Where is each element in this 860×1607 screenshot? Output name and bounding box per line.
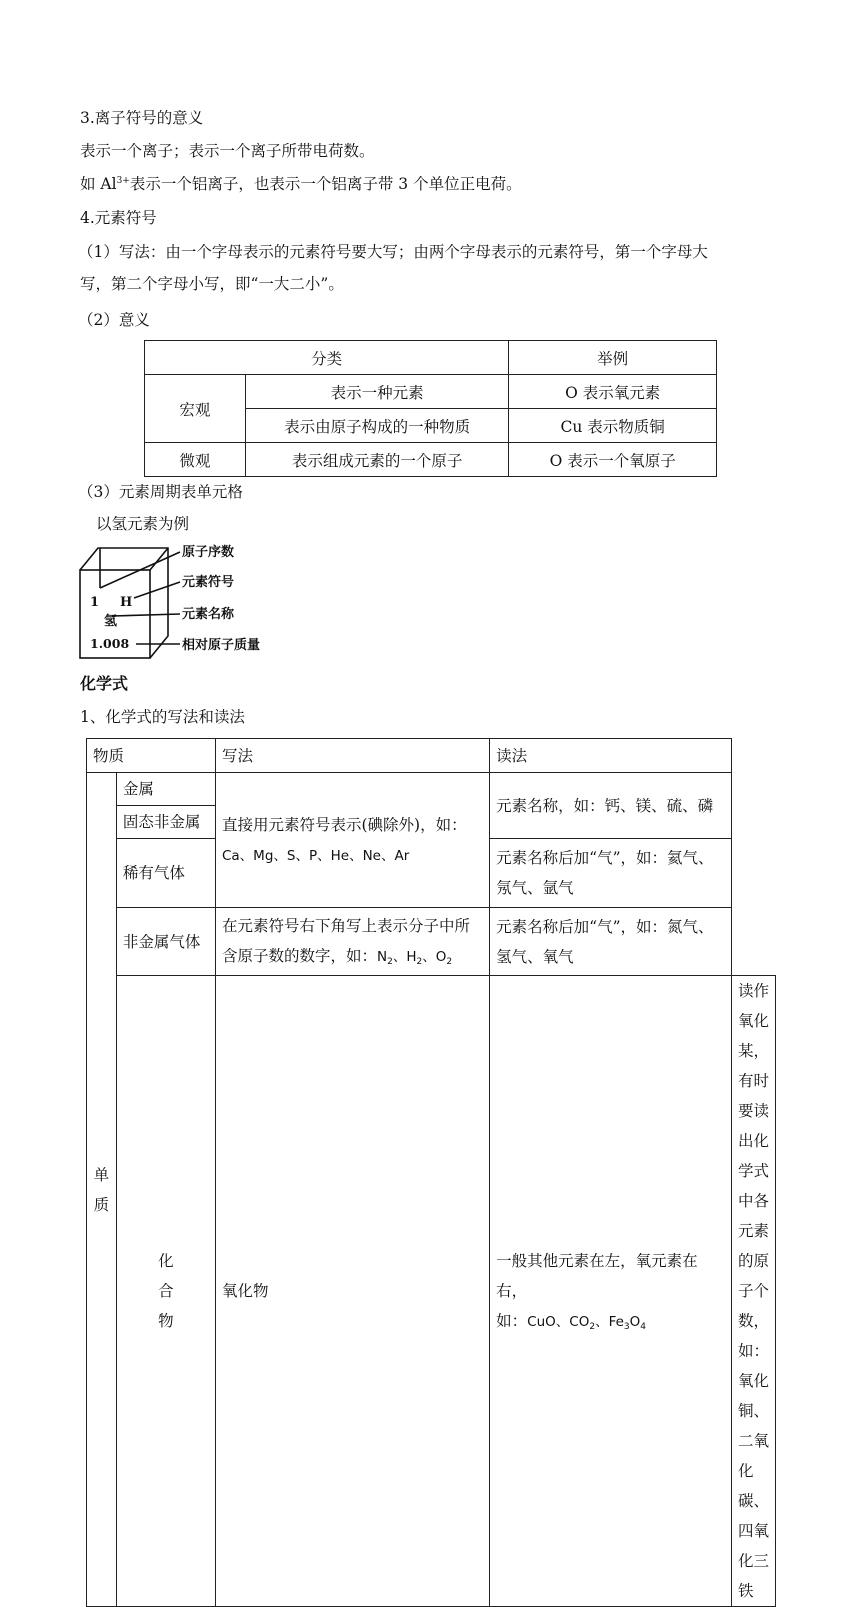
type-oxide: 氧化物: [215, 976, 489, 1607]
element-name: 氢: [104, 614, 118, 629]
type-metal: 金属: [116, 773, 215, 806]
item1-line2: 写，第二个字母小写，即“一大二小”。: [80, 275, 344, 293]
section3-line2: [80, 174, 522, 194]
table-cell: 表示组成元素的一个原子: [245, 443, 509, 477]
item1-line1: （1）写法：由一个字母表示的元素符号要大写；由两个字母表示的元素符号，第一个字母大: [78, 243, 708, 261]
write-direct: 直接用元素符号表示(碘除外)，如： Ca、Mg、S、P、He、Ne、Ar: [215, 773, 489, 908]
atomic-number: 1: [90, 595, 100, 610]
header-substance: 物质: [87, 739, 216, 773]
micro-cell: 微观: [145, 443, 246, 477]
label-element-symbol: 元素符号: [182, 575, 235, 590]
write-oxide: 一般其他元素在左，氧元素在右， 如：CuO、$CO_2$、$Fe_3O_4$: [490, 976, 732, 1607]
label-element-name: 元素名称: [182, 607, 235, 622]
table-cell: 表示由原子构成的一种物质: [245, 409, 509, 443]
element-symbol: H: [120, 595, 133, 610]
ion-charge: 3+: [116, 176, 130, 186]
read-noble: 元素名称后加“气”，如：氦气、 氖气、氩气: [490, 839, 732, 908]
table-cell: O 表示氧元素: [509, 375, 717, 409]
header-category: 分类: [145, 341, 509, 375]
label-atomic-number: 原子序数: [182, 545, 235, 560]
atomic-mass: 1.008: [90, 636, 130, 651]
example-label: 以氢元素为例: [96, 515, 190, 533]
formula-table: [86, 738, 776, 1607]
header-reading: 读法: [490, 739, 732, 773]
table-cell: 表示一种元素: [245, 375, 509, 409]
read-oxide: 读作氧化某，有时要读出化学式 中各元素的原子个数，如：氧化 铜、二氧化碳、四氧化三铁: [731, 976, 775, 1607]
table-cell: O 表示一个氧原子: [509, 443, 717, 477]
header-example: 举例: [509, 341, 717, 375]
group-element: 单 质: [87, 773, 117, 1607]
group-compound: 化 合 物: [116, 976, 215, 1607]
section3-heading: 3.离子符号的意义: [80, 109, 204, 127]
item2-label: （2）意义: [78, 311, 150, 329]
write-gas: 在元素符号右下角写上表示分子中所 含原子数的数字，如：$N_2$、$H_2$、$O_2$: [215, 908, 489, 976]
type-noble-gas: 稀有气体: [116, 839, 215, 908]
macro-cell: 宏观: [145, 375, 246, 443]
section3-line1: 表示一个离子；表示一个离子所带电荷数。: [80, 142, 375, 160]
periodic-cell-diagram: [78, 544, 288, 660]
read-metal: 元素名称，如：钙、镁、硫、磷: [490, 773, 732, 839]
header-writing: 写法: [215, 739, 489, 773]
line2-post: 表示一个铝离子，也表示一个铝离子带 3 个单位正电荷。: [129, 175, 522, 193]
read-gas: 元素名称后加“气”，如：氮气、 氢气、氧气: [490, 908, 732, 976]
label-atomic-mass: 相对原子质量: [182, 638, 261, 653]
chem-formula-subtitle: 1、化学式的写法和读法: [80, 708, 245, 726]
type-solid-nonmetal: 固态非金属: [116, 806, 215, 839]
table-cell: Cu 表示物质铜: [509, 409, 717, 443]
section4-heading: 4.元素符号: [80, 209, 157, 227]
chem-formula-title: 化学式: [80, 674, 129, 693]
line2-pre: 如 Al: [80, 175, 117, 193]
element-meaning-table: [144, 340, 717, 477]
type-nonmetal-gas: 非金属气体: [116, 908, 215, 976]
item3-label: （3）元素周期表单元格: [78, 483, 243, 501]
